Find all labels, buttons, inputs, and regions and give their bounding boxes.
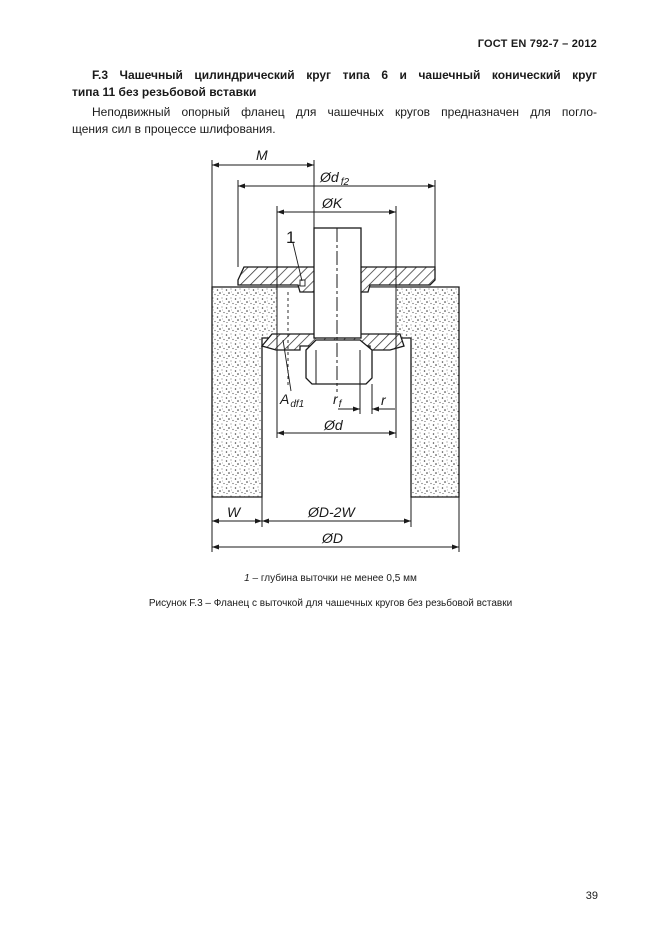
label-m: M [256,147,268,163]
figure-caption: Рисунок F.3 – Фланец с выточкой для чашечных кругов без резьбовой вставки [148,598,513,609]
section-title-line-1: F.3 Чашечный цилиндрический круг типа 6 и чашечный конический круг [92,68,597,82]
paragraph-line-2: щения сил в процессе шлифования. [72,122,276,136]
label-df2: Ød $_{f2}$ [320,169,350,188]
label-callout-1: 1 [286,228,296,247]
label-d: Ød [324,417,343,433]
label-adf1: $A_{df1}$ [280,391,305,410]
document-header: ГОСТ EN 792-7 – 2012 [477,38,597,50]
page-number: 39 [585,890,598,902]
paragraph-line-1: Неподвижный опорный фланец для чашечных кругов предназначен для погло- [92,105,597,119]
section-title-line-2: типа 11 без резьбовой вставки [72,85,257,99]
label-k: ØK [322,195,343,211]
label-w: W [227,504,241,520]
note-number: 1 – [244,573,259,584]
label-r: r [381,392,386,408]
note-text: глубина выточки не менее 0,5 мм [258,573,417,584]
label-dd: ØD [322,530,343,546]
figure-note [0,573,661,584]
relief-groove [300,280,305,286]
label-d-2w: ØD-2W [308,504,355,520]
label-rf: $r_f$ [333,391,342,410]
